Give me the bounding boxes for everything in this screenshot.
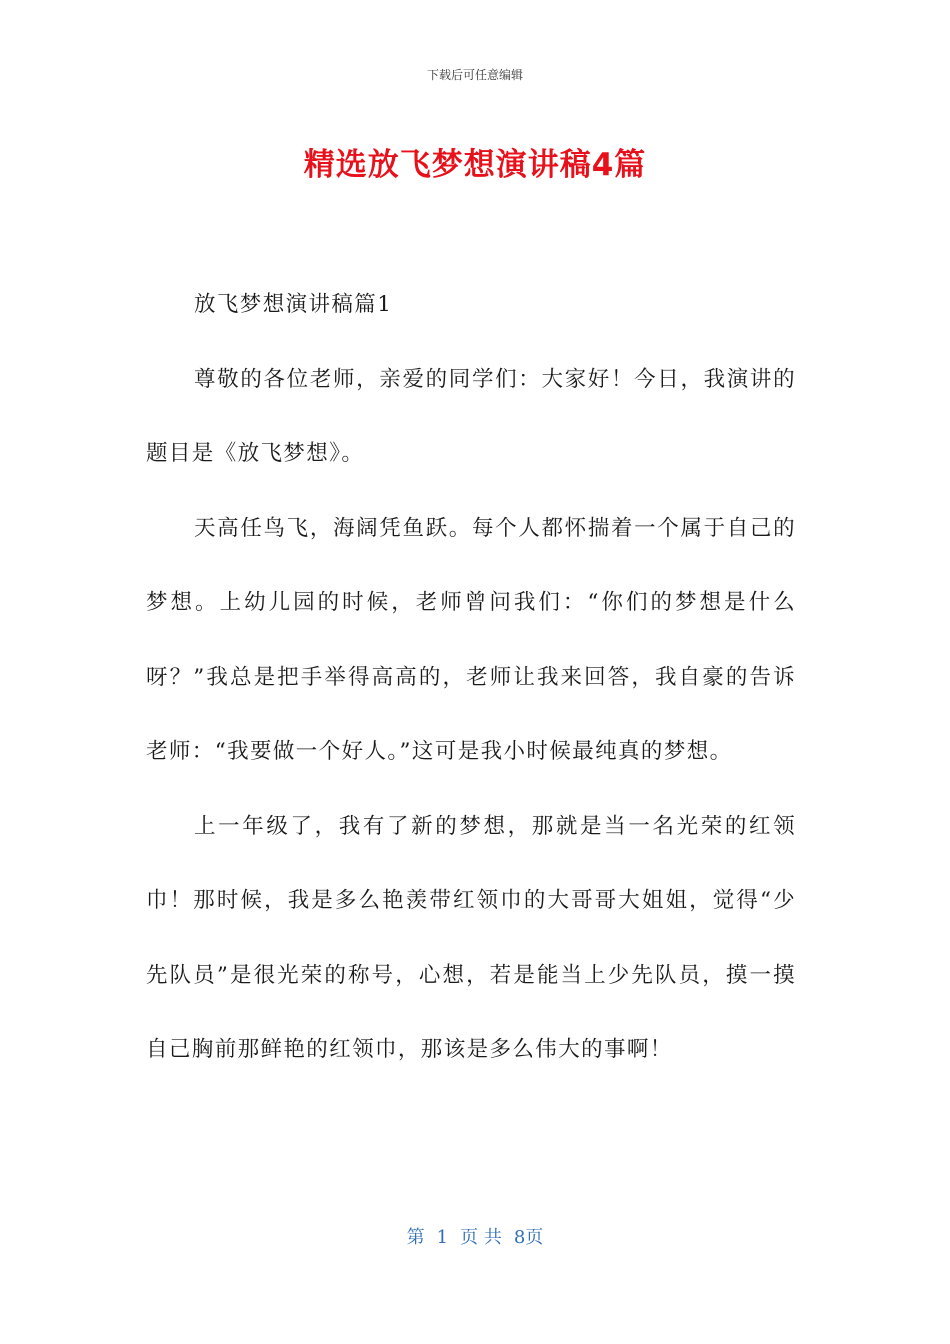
footer-current-page: 1 — [436, 1227, 449, 1248]
document-body — [146, 268, 796, 1088]
paragraph: 尊敬的各位老师，亲爱的同学们：大家好！今日，我演讲的题目是《放飞梦想》。 — [146, 366, 796, 466]
header-note: 下载后可任意编辑 — [426, 68, 523, 82]
footer-total-pages: 8页 — [513, 1227, 544, 1248]
page-footer — [0, 1226, 950, 1250]
footer-middle: 页 共 — [460, 1227, 502, 1248]
paragraph: 上一年级了，我有了新的梦想，那就是当一名光荣的红领巾！那时候，我是多么艳羡带红领巾的大哥哥大姐姐，觉得“少先队员”是很光荣的称号，心想，若是能当上少先队员，摸一摸自己胸前那鲜艳的红领巾，那该是多么伟大的事啊！ — [146, 813, 796, 1062]
footer-prefix: 第 — [406, 1227, 425, 1248]
paragraph: 天高任鸟飞，海阔凭鱼跃。每个人都怀揣着一个属于自己的梦想。上幼儿园的时候，老师曾问我们：“你们的梦想是什么呀？”我总是把手举得高高的，老师让我来回答，我自豪的告诉老师：“我要做一个好人。”这可是我小时候最纯真的梦想。 — [146, 515, 796, 764]
document-title: 精选放飞梦想演讲稿4篇 — [303, 147, 647, 183]
section-heading: 放飞梦想演讲稿篇1 — [194, 292, 393, 317]
